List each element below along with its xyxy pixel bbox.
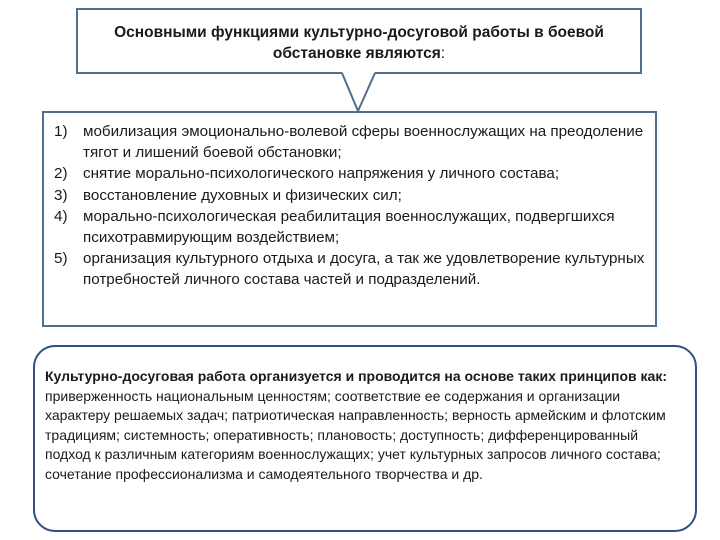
- list-item-text: организация культурного отдыха и досуга, а так же удовлетворение культурных потребностей личного состава частей и подразделений.: [83, 250, 645, 289]
- list-item-text: мобилизация эмоционально-волевой сферы военнослужащих на преодоление тягот и лишений боевой обстановки;: [83, 123, 644, 162]
- list-item-number: 1): [54, 123, 68, 140]
- principles-box: [33, 345, 697, 532]
- functions-list: [54, 121, 647, 291]
- list-item-text: морально-психологическая реабилитация военнослужащих, подвергшихся психотравмирующим воздействием;: [83, 207, 615, 247]
- list-item: [54, 185, 647, 206]
- list-item: [54, 248, 647, 290]
- list-item-number: 5): [54, 250, 68, 268]
- list-item-text: восстановление духовных и физических сил;: [83, 186, 402, 204]
- principles-body: приверженность национальным ценностям; соответствие ее содержания и организации характеру решаемых задач; патриотическая направленность; верность армейским и флотским традициям; системность; оперативность; плановость; доступность; дифференцированный подход к различным категориям военнослужащих; учет культурных запросов личного состава; сочетание профессионализма и самодеятельного творчества и др.: [45, 387, 666, 482]
- list-item-number: 3): [54, 186, 68, 204]
- header-title-suffix: :: [440, 45, 446, 62]
- list-item: [54, 121, 647, 163]
- list-item-number: 2): [54, 165, 68, 183]
- functions-box: [42, 111, 657, 327]
- list-item-number: 4): [54, 207, 68, 225]
- header-title-text: Основными функциями культурно-досуговой работы в боевой обстановке являются: [114, 24, 604, 62]
- principles-paragraph: [45, 367, 685, 485]
- list-item: [54, 206, 647, 248]
- callout-pointer: [0, 0, 720, 120]
- list-item: [54, 163, 647, 184]
- list-item-text: снятие морально-психологического напряжения у личного состава;: [83, 165, 560, 183]
- principles-lead: Культурно-досуговая работа организуется и проводится на основе таких принципов как:: [45, 368, 667, 384]
